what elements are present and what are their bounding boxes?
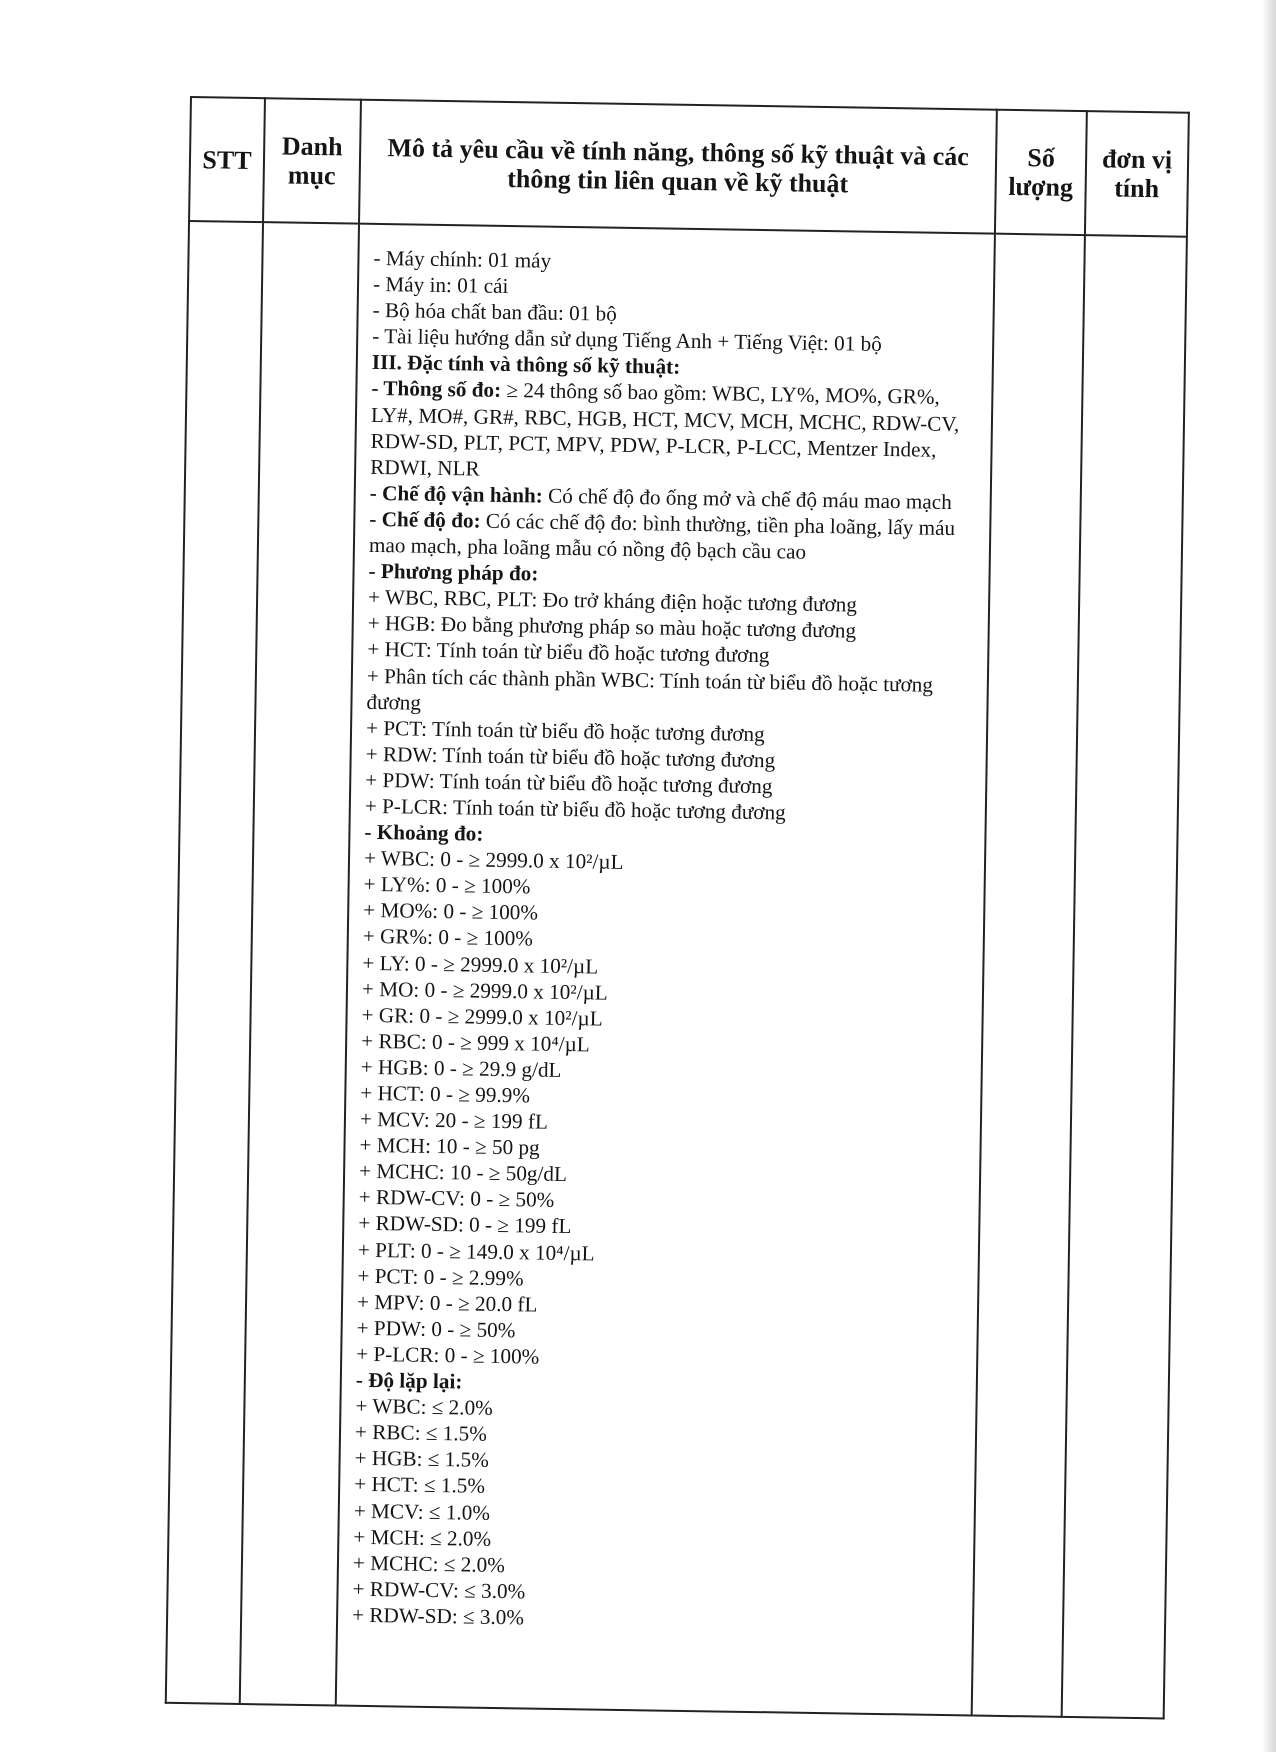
range-line: + GR%: 0 - ≥ 100% (362, 924, 534, 951)
method-line: + P-LCR: Tính toán từ biểu đồ hoặc tương đương (364, 793, 786, 825)
repeat-line: + WBC: ≤ 2.0% (355, 1393, 493, 1421)
body-row (166, 221, 1187, 1718)
params-label: - Thông số đo: (371, 376, 502, 403)
range-line: + P-LCR: 0 - ≥ 100% (356, 1341, 540, 1369)
range-list (356, 845, 972, 1376)
repeat-line: + RBC: ≤ 1.5% (354, 1419, 488, 1447)
range-line: + LY%: 0 - ≥ 100% (363, 872, 531, 899)
scan-edge (1262, 0, 1276, 1752)
header-mo-ta: Mô tả yêu cầu về tính năng, thông số kỹ thuật và các thông tin liên quan về kỹ thuật (359, 100, 997, 234)
method-line: + PCT: Tính toán từ biểu đồ hoặc tương đương (365, 715, 765, 746)
config-line: - Bộ hóa chất ban đầu: 01 bộ (372, 298, 618, 326)
range-line: + PLT: 0 - ≥ 149.0 x 10⁴/µL (357, 1237, 595, 1266)
config-list (372, 245, 982, 359)
section-title: III. Đặc tính và thông số kỹ thuật: (371, 350, 681, 380)
repeat-line: + MCH: ≤ 2.0% (353, 1524, 492, 1551)
operation-mode-label: - Chế độ vận hành: (369, 480, 544, 508)
range-line: + MCHC: 10 - ≥ 50g/dL (358, 1159, 568, 1187)
repeat-title: - Độ lặp lại: (355, 1367, 463, 1394)
repeat-line: + MCHC: ≤ 2.0% (352, 1550, 506, 1577)
range-line: + HGB: 0 - ≥ 29.9 g/dL (360, 1054, 562, 1082)
method-line: + RDW: Tính toán từ biểu đồ hoặc tương đương (365, 741, 776, 773)
method-line: + Phân tích các thành phần WBC: Tính toán từ biểu đồ hoặc tương đương (366, 663, 934, 715)
method-line: + PDW: Tính toán từ biểu đồ hoặc tương đương (365, 767, 773, 799)
operation-mode-text: Có chế độ đo ống mở và chế độ máu mao mạch (542, 483, 952, 514)
method-title: - Phương pháp đo: (368, 558, 539, 586)
range-line: + HCT: 0 - ≥ 99.9% (360, 1080, 531, 1108)
range-line: + RDW-CV: 0 - ≥ 50% (358, 1185, 555, 1213)
config-line: - Máy in: 01 cái (372, 271, 509, 299)
range-line: + MO: 0 - ≥ 2999.0 x 10²/µL (361, 976, 608, 1005)
repeat-line: + MCV: ≤ 1.0% (353, 1498, 491, 1525)
range-title: - Khoảng đo: (364, 819, 484, 846)
method-line: + WBC, RBC, PLT: Đo trở kháng điện hoặc tương đương (367, 585, 858, 617)
header-stt: STT (189, 97, 265, 222)
repeat-list (352, 1393, 964, 1637)
measure-mode-text: Có các chế độ đo: bình thường, tiền pha loãng, lấy máu mao mạch, pha loãng mẫu có nồng độ bạch cầu cao (368, 508, 956, 564)
repeat-line: + RDW-SD: ≤ 3.0% (351, 1602, 525, 1630)
spec-table (165, 96, 1190, 1720)
measure-mode-paragraph (369, 506, 978, 568)
header-so-luong: Số lượng (995, 110, 1087, 235)
repeat-line: + HCT: ≤ 1.5% (354, 1472, 486, 1499)
range-line: + MCH: 10 - ≥ 50 pg (359, 1132, 540, 1160)
config-line: - Tài liệu hướng dẫn sử dụng Tiếng Anh + Tiếng Việt: 01 bộ (372, 324, 883, 357)
range-line: + PDW: 0 - ≥ 50% (356, 1315, 516, 1343)
params-paragraph (370, 375, 980, 489)
range-line: + MCV: 20 - ≥ 199 fL (359, 1106, 549, 1134)
method-line: + HGB: Đo bằng phương pháp so màu hoặc tương đương (367, 611, 857, 643)
measure-mode-label: - Chế độ đo: (369, 506, 481, 533)
range-line: + WBC: 0 - ≥ 2999.0 x 10²/µL (363, 845, 624, 875)
header-don-vi-tinh: đơn vị tính (1085, 111, 1189, 237)
range-line: + RBC: 0 - ≥ 999 x 10⁴/µL (360, 1028, 590, 1057)
header-danh-muc: Danh mục (263, 98, 361, 223)
method-list (365, 584, 977, 828)
params-text: ≥ 24 thông số bao gồm: WBC, LY%, MO%, GR%, LY#, MO#, GR#, RBC, HGB, HCT, MCV, MCH, MCHC, RDW-CV, RDW-SD, PLT, PCT, MPV, PDW, P-LCR, P-LCC, Mentzer Index, RDWI, NLR (370, 378, 960, 481)
range-line: + LY: 0 - ≥ 2999.0 x 10²/µL (362, 950, 599, 979)
range-line: + GR: 0 - ≥ 2999.0 x 10²/µL (361, 1002, 603, 1031)
repeat-line: + RDW-CV: ≤ 3.0% (352, 1576, 526, 1604)
range-line: + PCT: 0 - ≥ 2.99% (357, 1263, 524, 1291)
range-line: + RDW-SD: 0 - ≥ 199 fL (358, 1211, 572, 1239)
range-line: + MPV: 0 - ≥ 20.0 fL (356, 1289, 538, 1317)
repeat-line: + HGB: ≤ 1.5% (354, 1446, 490, 1473)
range-line: + MO%: 0 - ≥ 100% (363, 898, 539, 925)
cell-don-vi-tinh (1062, 235, 1187, 1718)
cell-description (336, 224, 995, 1716)
config-line: - Máy chính: 01 máy (373, 245, 552, 273)
method-line: + HCT: Tính toán từ biểu đồ hoặc tương đương (367, 637, 770, 668)
header-row (189, 97, 1189, 237)
